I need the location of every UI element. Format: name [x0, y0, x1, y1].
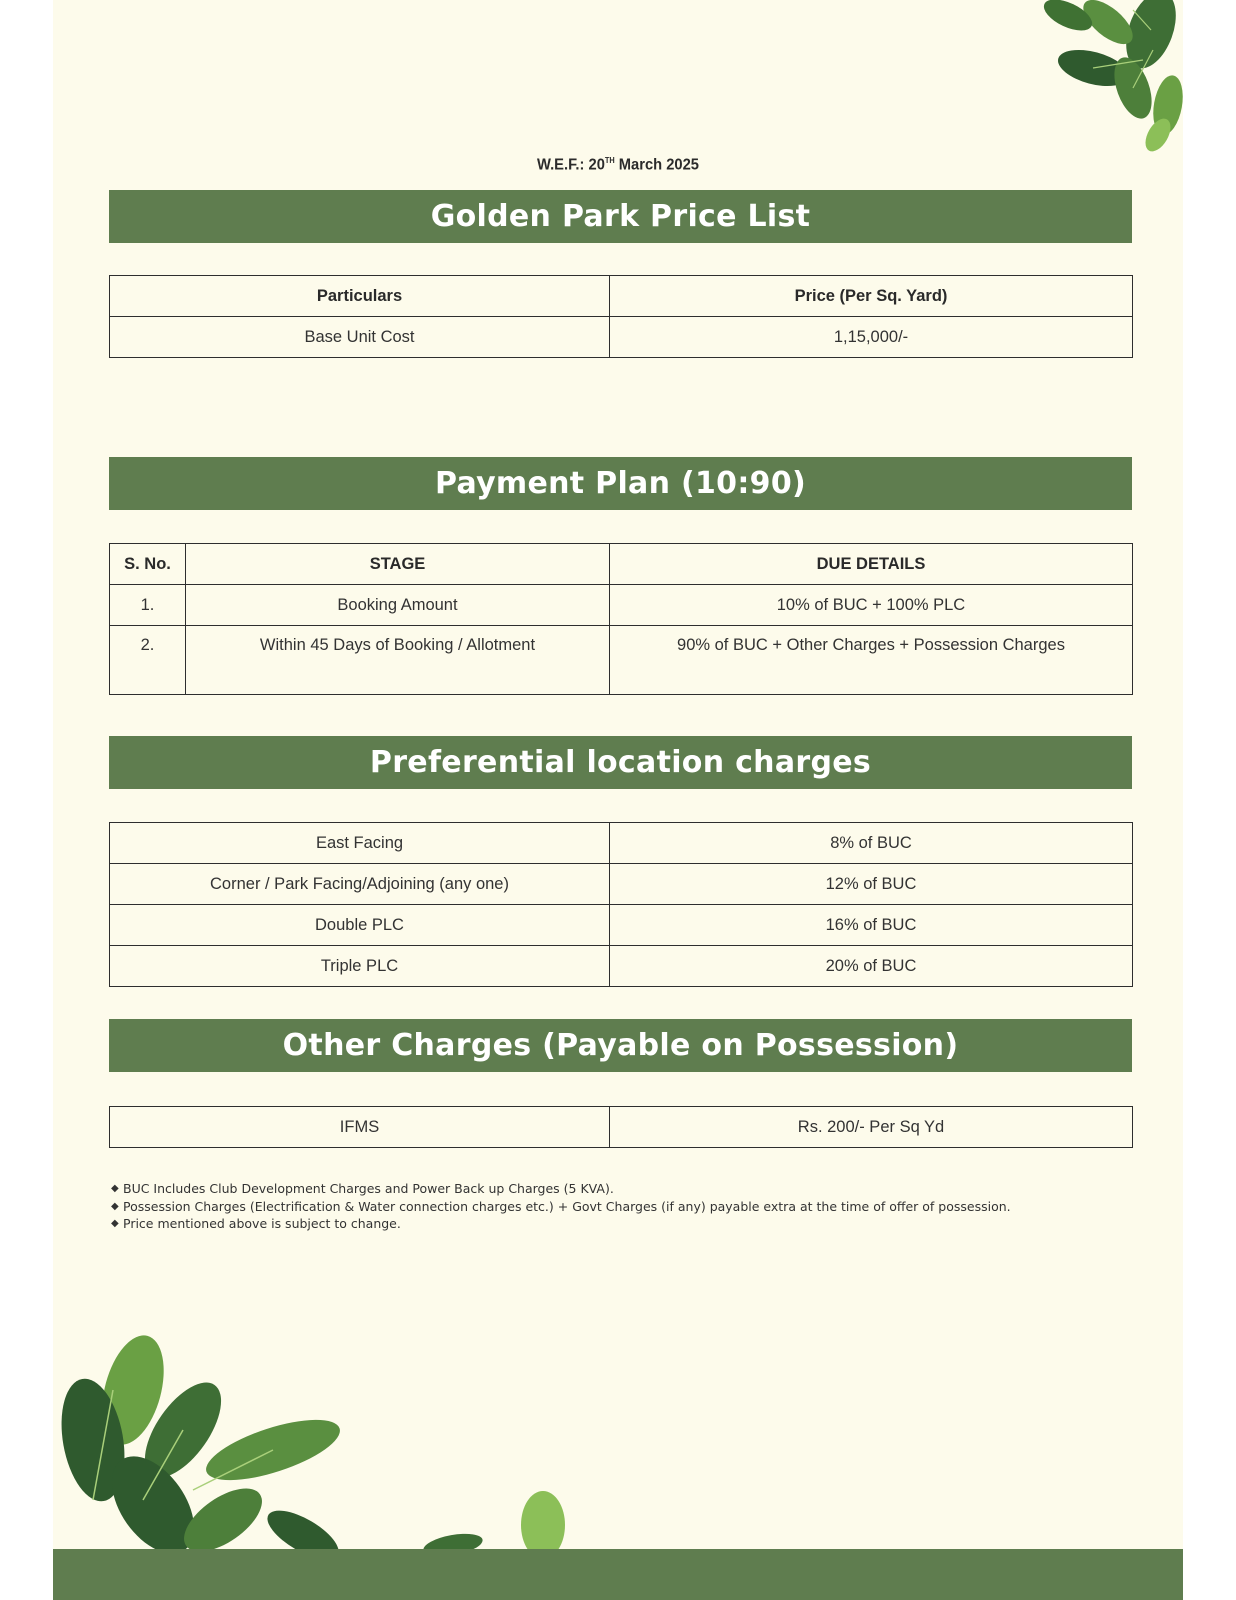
- cell-sno: 1.: [110, 585, 186, 626]
- cell-charge: 16% of BUC: [610, 905, 1133, 946]
- footer-bar: [53, 1549, 1183, 1600]
- price-list-title: Golden Park Price List: [109, 190, 1132, 243]
- payment-plan-title: Payment Plan (10:90): [109, 457, 1132, 510]
- cell-charge: 8% of BUC: [610, 823, 1133, 864]
- list-item: ◆ Price mentioned above is subject to change.: [111, 1216, 401, 1231]
- header-due-details: DUE DETAILS: [610, 544, 1133, 585]
- leaf-decoration-bottom-left-icon: [53, 1320, 613, 1555]
- table-row: [110, 317, 1133, 358]
- cell-charge: 20% of BUC: [610, 946, 1133, 987]
- cell-charge: 12% of BUC: [610, 864, 1133, 905]
- cell-price: 1,15,000/-: [610, 317, 1133, 358]
- table-row: [110, 823, 1133, 864]
- cell-due: 10% of BUC + 100% PLC: [610, 585, 1133, 626]
- cell-due: 90% of BUC + Other Charges + Possession Charges: [610, 626, 1133, 695]
- other-charges-title: Other Charges (Payable on Possession): [109, 1019, 1132, 1072]
- cell-location: Triple PLC: [110, 946, 610, 987]
- cell-location: East Facing: [110, 823, 610, 864]
- plc-table: [109, 822, 1133, 987]
- payment-plan-table: [109, 543, 1133, 695]
- list-item: ◆ BUC Includes Club Development Charges and Power Back up Charges (5 KVA).: [111, 1181, 614, 1196]
- table-row: [110, 626, 1133, 695]
- diamond-bullet-icon: ◆: [111, 1218, 119, 1229]
- price-table: [109, 275, 1133, 358]
- table-row: [110, 864, 1133, 905]
- cell-charge-value: Rs. 200/- Per Sq Yd: [610, 1107, 1133, 1148]
- cell-sno: 2.: [110, 626, 186, 695]
- cell-stage: Booking Amount: [186, 585, 610, 626]
- price-list-page: [53, 0, 1183, 1600]
- effective-date: W.E.F.: 20TH March 2025: [536, 156, 699, 174]
- header-price: Price (Per Sq. Yard): [610, 276, 1133, 317]
- table-header-row: [110, 276, 1133, 317]
- diamond-bullet-icon: ◆: [111, 1200, 119, 1212]
- cell-charge-name: IFMS: [110, 1107, 610, 1148]
- table-row: [110, 905, 1133, 946]
- notes-list: [111, 1180, 1011, 1233]
- header-sno: S. No.: [110, 544, 186, 585]
- table-row: [110, 946, 1133, 987]
- header-stage: STAGE: [186, 544, 610, 585]
- header-particulars: Particulars: [110, 276, 610, 317]
- diamond-bullet-icon: ◆: [111, 1183, 119, 1194]
- cell-stage: Within 45 Days of Booking / Allotment: [186, 626, 610, 695]
- table-header-row: [110, 544, 1133, 585]
- plc-title: Preferential location charges: [109, 736, 1132, 789]
- cell-location: Corner / Park Facing/Adjoining (any one): [110, 864, 610, 905]
- leaf-decoration-top-right-icon: [983, 0, 1183, 160]
- table-row: [110, 1107, 1133, 1148]
- table-row: [110, 585, 1133, 626]
- list-item: ◆ Possession Charges (Electrification & Water connection charges etc.) + Govt Charges (if any) payable extra at the time of offer of possession.: [111, 1198, 1011, 1214]
- other-charges-table: [109, 1106, 1133, 1148]
- cell-location: Double PLC: [110, 905, 610, 946]
- cell-particular: Base Unit Cost: [110, 317, 610, 358]
